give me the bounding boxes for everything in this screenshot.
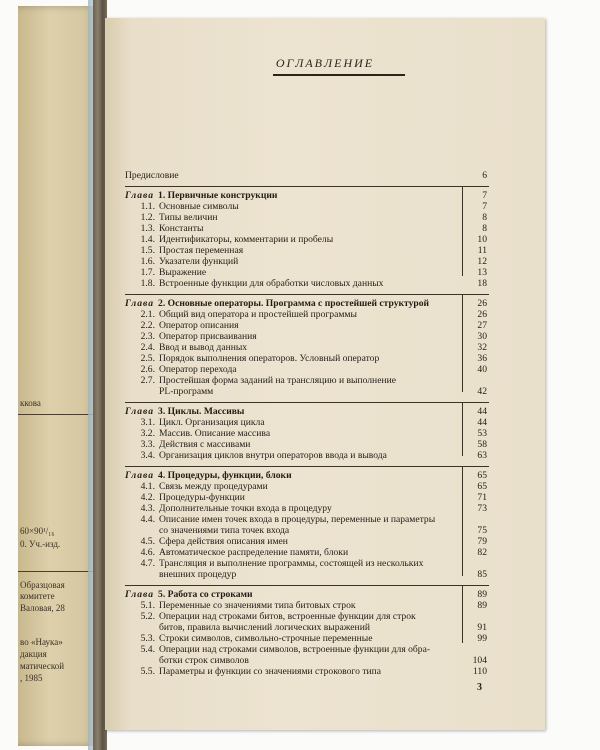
- section-title: Цикл. Организация цикла: [159, 417, 265, 428]
- toc-page-number: 10: [477, 234, 487, 245]
- title-underline: [273, 74, 405, 76]
- toc-page-number: 89: [477, 589, 487, 600]
- chapter-label: Глава: [125, 589, 155, 600]
- section-number: 1.2.: [140, 212, 155, 223]
- toc-chapter-1: [125, 190, 495, 201]
- section-title: Операции над строками символов, встроенные функции для обра-: [159, 644, 431, 655]
- toc-page-number: 30: [477, 331, 487, 342]
- section-title: Параметры и функции со значениями строкового типа: [159, 666, 382, 677]
- toc-section: [125, 212, 495, 223]
- toc-section: [125, 481, 495, 492]
- section-title: Автоматическое распределение памяти, блоки: [159, 547, 349, 558]
- toc-page-number: 7: [482, 201, 487, 212]
- section-title: Простейшая форма заданий на трансляцию и выполнение: [159, 375, 396, 386]
- toc-page-number: 65: [477, 481, 487, 492]
- page-number: 3: [477, 682, 482, 693]
- toc-preface: [125, 170, 495, 181]
- toc-page-number: 71: [477, 492, 487, 503]
- toc-page: [105, 18, 545, 730]
- toc-section-continued: [125, 569, 495, 580]
- toc-page-number: 44: [477, 417, 487, 428]
- chapter-label: Глава: [125, 298, 155, 309]
- toc-page-number: 26: [477, 298, 487, 309]
- section-title: Основные символы: [159, 201, 239, 212]
- toc-page-number: 53: [477, 428, 487, 439]
- section-title: Типы величин: [159, 212, 218, 223]
- chapter-number: 3.: [158, 406, 166, 417]
- section-number: 2.3.: [140, 331, 155, 342]
- toc-section: [125, 611, 495, 622]
- toc-chapter-5: [125, 589, 495, 600]
- section-title: Общий вид оператора и простейшей программы: [159, 309, 357, 320]
- left-page-rule: [18, 414, 96, 415]
- toc-section: [125, 644, 495, 655]
- section-title: Простая переменная: [159, 245, 244, 256]
- toc-section: [125, 223, 495, 234]
- section-number: 1.6.: [140, 256, 155, 267]
- toc-entry-title: Предисловие: [125, 170, 179, 181]
- toc-section: [125, 492, 495, 503]
- section-number: 5.4.: [140, 644, 155, 655]
- section-number: 5.5.: [140, 666, 155, 677]
- toc-section: [125, 353, 495, 364]
- toc-page-number: 26: [477, 309, 487, 320]
- section-number: 5.3.: [140, 633, 155, 644]
- toc-section-continued: [125, 655, 495, 666]
- section-number: 1.5.: [140, 245, 155, 256]
- toc-page-number: 91: [477, 622, 487, 633]
- section-title: Связь между процедурами: [159, 481, 268, 492]
- chapter-divider: [125, 186, 489, 187]
- section-number: 1.7.: [140, 267, 155, 278]
- toc-section: [125, 666, 495, 677]
- section-title: Выражение: [159, 267, 207, 278]
- toc-page-number: 73: [477, 503, 487, 514]
- toc-page-number: 75: [477, 525, 487, 536]
- toc-section: [125, 450, 495, 461]
- section-number: 2.1.: [140, 309, 155, 320]
- section-title: Идентификаторы, комментарии и пробелы: [159, 234, 334, 245]
- toc-page-number: 11: [477, 245, 487, 256]
- section-title: Описание имен точек входа в процедуры, переменные и параметры: [159, 514, 436, 525]
- section-title: Процедуры-функции: [159, 492, 245, 503]
- toc-page-number: 82: [477, 547, 487, 558]
- section-number: 1.4.: [140, 234, 155, 245]
- section-number: 4.6.: [140, 547, 155, 558]
- section-number: 3.1.: [140, 417, 155, 428]
- chapter-divider: [125, 585, 489, 586]
- toc-section: [125, 342, 495, 353]
- toc-page-number: 89: [477, 600, 487, 611]
- toc-section: [125, 417, 495, 428]
- toc-page-number: 27: [477, 320, 487, 331]
- section-number: 2.4.: [140, 342, 155, 353]
- section-title: Операции над строками битов, встроенные функции для строк: [159, 611, 416, 622]
- toc-section: [125, 428, 495, 439]
- section-title: внешних процедур: [159, 569, 237, 580]
- toc-page-number: 18: [477, 278, 487, 289]
- left-page-rule: [18, 571, 96, 572]
- chapter-number: 1.: [158, 190, 166, 201]
- toc-section-continued: [125, 525, 495, 536]
- chapter-title: Циклы. Массивы: [167, 406, 245, 417]
- section-title: Трансляция и выполнение программы, состоящей из нескольких: [159, 558, 424, 569]
- toc-section: [125, 364, 495, 375]
- section-number: 3.2.: [140, 428, 155, 439]
- chapter-title: Первичные конструкции: [167, 190, 278, 201]
- toc-chapter-4: [125, 470, 495, 481]
- section-title: Переменные со значениями типа битовых строк: [159, 600, 356, 611]
- section-number: 5.2.: [140, 611, 155, 622]
- chapter-title: Основные операторы. Программа с простейшей структурой: [167, 298, 430, 309]
- section-number: 1.8.: [140, 278, 155, 289]
- toc-page-number: 32: [477, 342, 487, 353]
- chapter-label: Глава: [125, 470, 155, 481]
- chapter-divider: [125, 466, 489, 467]
- chapter-number: 2.: [158, 298, 166, 309]
- toc-section: [125, 278, 495, 289]
- section-title: Указатели функций: [159, 256, 239, 267]
- toc-section-continued: [125, 622, 495, 633]
- left-page: [18, 6, 98, 746]
- toc-page-number: 110: [472, 666, 487, 677]
- left-page-fragment: комитете: [20, 591, 55, 601]
- toc-page-number: 42: [477, 386, 487, 397]
- toc-section: [125, 309, 495, 320]
- section-number: 4.3.: [140, 503, 155, 514]
- toc-section: [125, 375, 495, 386]
- chapter-divider: [125, 402, 489, 403]
- left-page-fragment: Валовая, 28: [20, 603, 65, 613]
- chapter-number: 4.: [158, 470, 166, 481]
- section-title: Массив. Описание массива: [159, 428, 271, 439]
- section-number: 4.1.: [140, 481, 155, 492]
- section-number: 4.2.: [140, 492, 155, 503]
- chapter-title: Процедуры, функции, блоки: [167, 470, 292, 481]
- section-number: 1.3.: [140, 223, 155, 234]
- toc-section: [125, 256, 495, 267]
- toc-section: [125, 320, 495, 331]
- toc-page-number: 79: [477, 536, 487, 547]
- chapter-title: Работа со строками: [167, 589, 253, 600]
- section-title: со значениями типа точек входа: [159, 525, 290, 536]
- toc-section-continued: [125, 386, 495, 397]
- toc-section: [125, 547, 495, 558]
- toc-page-number: 40: [477, 364, 487, 375]
- toc-section: [125, 201, 495, 212]
- section-number: 2.2.: [140, 320, 155, 331]
- left-page-fragment: матической: [20, 661, 65, 671]
- toc-page-number: 8: [482, 212, 487, 223]
- section-number: 4.4.: [140, 514, 155, 525]
- toc-section: [125, 439, 495, 450]
- left-page-fragment: , 1985: [20, 673, 43, 683]
- toc-chapter-3: [125, 406, 495, 417]
- left-page-fragment: дакция: [20, 649, 47, 659]
- section-title: PL-программ: [159, 386, 214, 397]
- toc-section: [125, 503, 495, 514]
- chapter-divider: [125, 294, 489, 295]
- section-number: 2.7.: [140, 375, 155, 386]
- toc-page-number: 6: [482, 170, 487, 181]
- section-title: Оператор присваивания: [159, 331, 257, 342]
- toc-chapter-2: [125, 298, 495, 309]
- toc-page-number: 13: [477, 267, 487, 278]
- section-number: 3.4.: [140, 450, 155, 461]
- section-number: 1.1.: [140, 201, 155, 212]
- toc-section: [125, 558, 495, 569]
- left-page-fragment: 60×90¹/₁₆: [20, 526, 55, 536]
- left-page-fragment: Образцовая: [20, 580, 65, 590]
- toc-section: [125, 536, 495, 547]
- toc-section: [125, 514, 495, 525]
- section-title: Строки символов, символьно-строчные переменные: [159, 633, 373, 644]
- toc-page-number: 63: [477, 450, 487, 461]
- toc-section: [125, 600, 495, 611]
- section-title: ботки строк символов: [159, 655, 249, 666]
- section-number: 4.7.: [140, 558, 155, 569]
- section-title: Организация циклов внутри операторов ввода и вывода: [159, 450, 387, 461]
- toc-page-number: 44: [477, 406, 487, 417]
- left-page-fragment: 0. Уч.-изд.: [20, 539, 61, 549]
- toc-page-number: 58: [477, 439, 487, 450]
- section-title: битов, правила вычислений логических выражений: [159, 622, 370, 633]
- section-number: 2.6.: [140, 364, 155, 375]
- chapter-label: Глава: [125, 190, 155, 201]
- left-page-fragment: во «Наука»: [20, 637, 63, 647]
- toc-section: [125, 331, 495, 342]
- section-title: Ввод и вывод данных: [159, 342, 248, 353]
- toc-section: [125, 267, 495, 278]
- section-number: 2.5.: [140, 353, 155, 364]
- page-title: ОГЛАВЛЕНИЕ: [275, 56, 375, 70]
- section-title: Дополнительные точки входа в процедуру: [159, 503, 332, 514]
- toc-page-number: 99: [477, 633, 487, 644]
- toc-page-number: 12: [477, 256, 487, 267]
- toc-section: [125, 245, 495, 256]
- toc-page-number: 85: [477, 569, 487, 580]
- section-title: Порядок выполнения операторов. Условный оператор: [159, 353, 380, 364]
- section-title: Действия с массивами: [159, 439, 251, 450]
- section-number: 5.1.: [140, 600, 155, 611]
- section-title: Оператор описания: [159, 320, 239, 331]
- section-title: Сфера действия описания имен: [159, 536, 288, 547]
- section-title: Оператор перехода: [159, 364, 237, 375]
- chapter-number: 5.: [158, 589, 166, 600]
- toc-page-number: 8: [482, 223, 487, 234]
- toc-section: [125, 234, 495, 245]
- toc-page-number: 36: [477, 353, 487, 364]
- toc-page-number: 7: [482, 190, 487, 201]
- section-title: Встроенные функции для обработки числовых данных: [159, 278, 384, 289]
- section-number: 4.5.: [140, 536, 155, 547]
- chapter-label: Глава: [125, 406, 155, 417]
- toc-page-number: 104: [472, 655, 487, 666]
- section-title: Константы: [159, 223, 204, 234]
- toc-section: [125, 633, 495, 644]
- left-page-fragment: ккова: [20, 398, 41, 408]
- section-number: 3.3.: [140, 439, 155, 450]
- toc-page-number: 65: [477, 470, 487, 481]
